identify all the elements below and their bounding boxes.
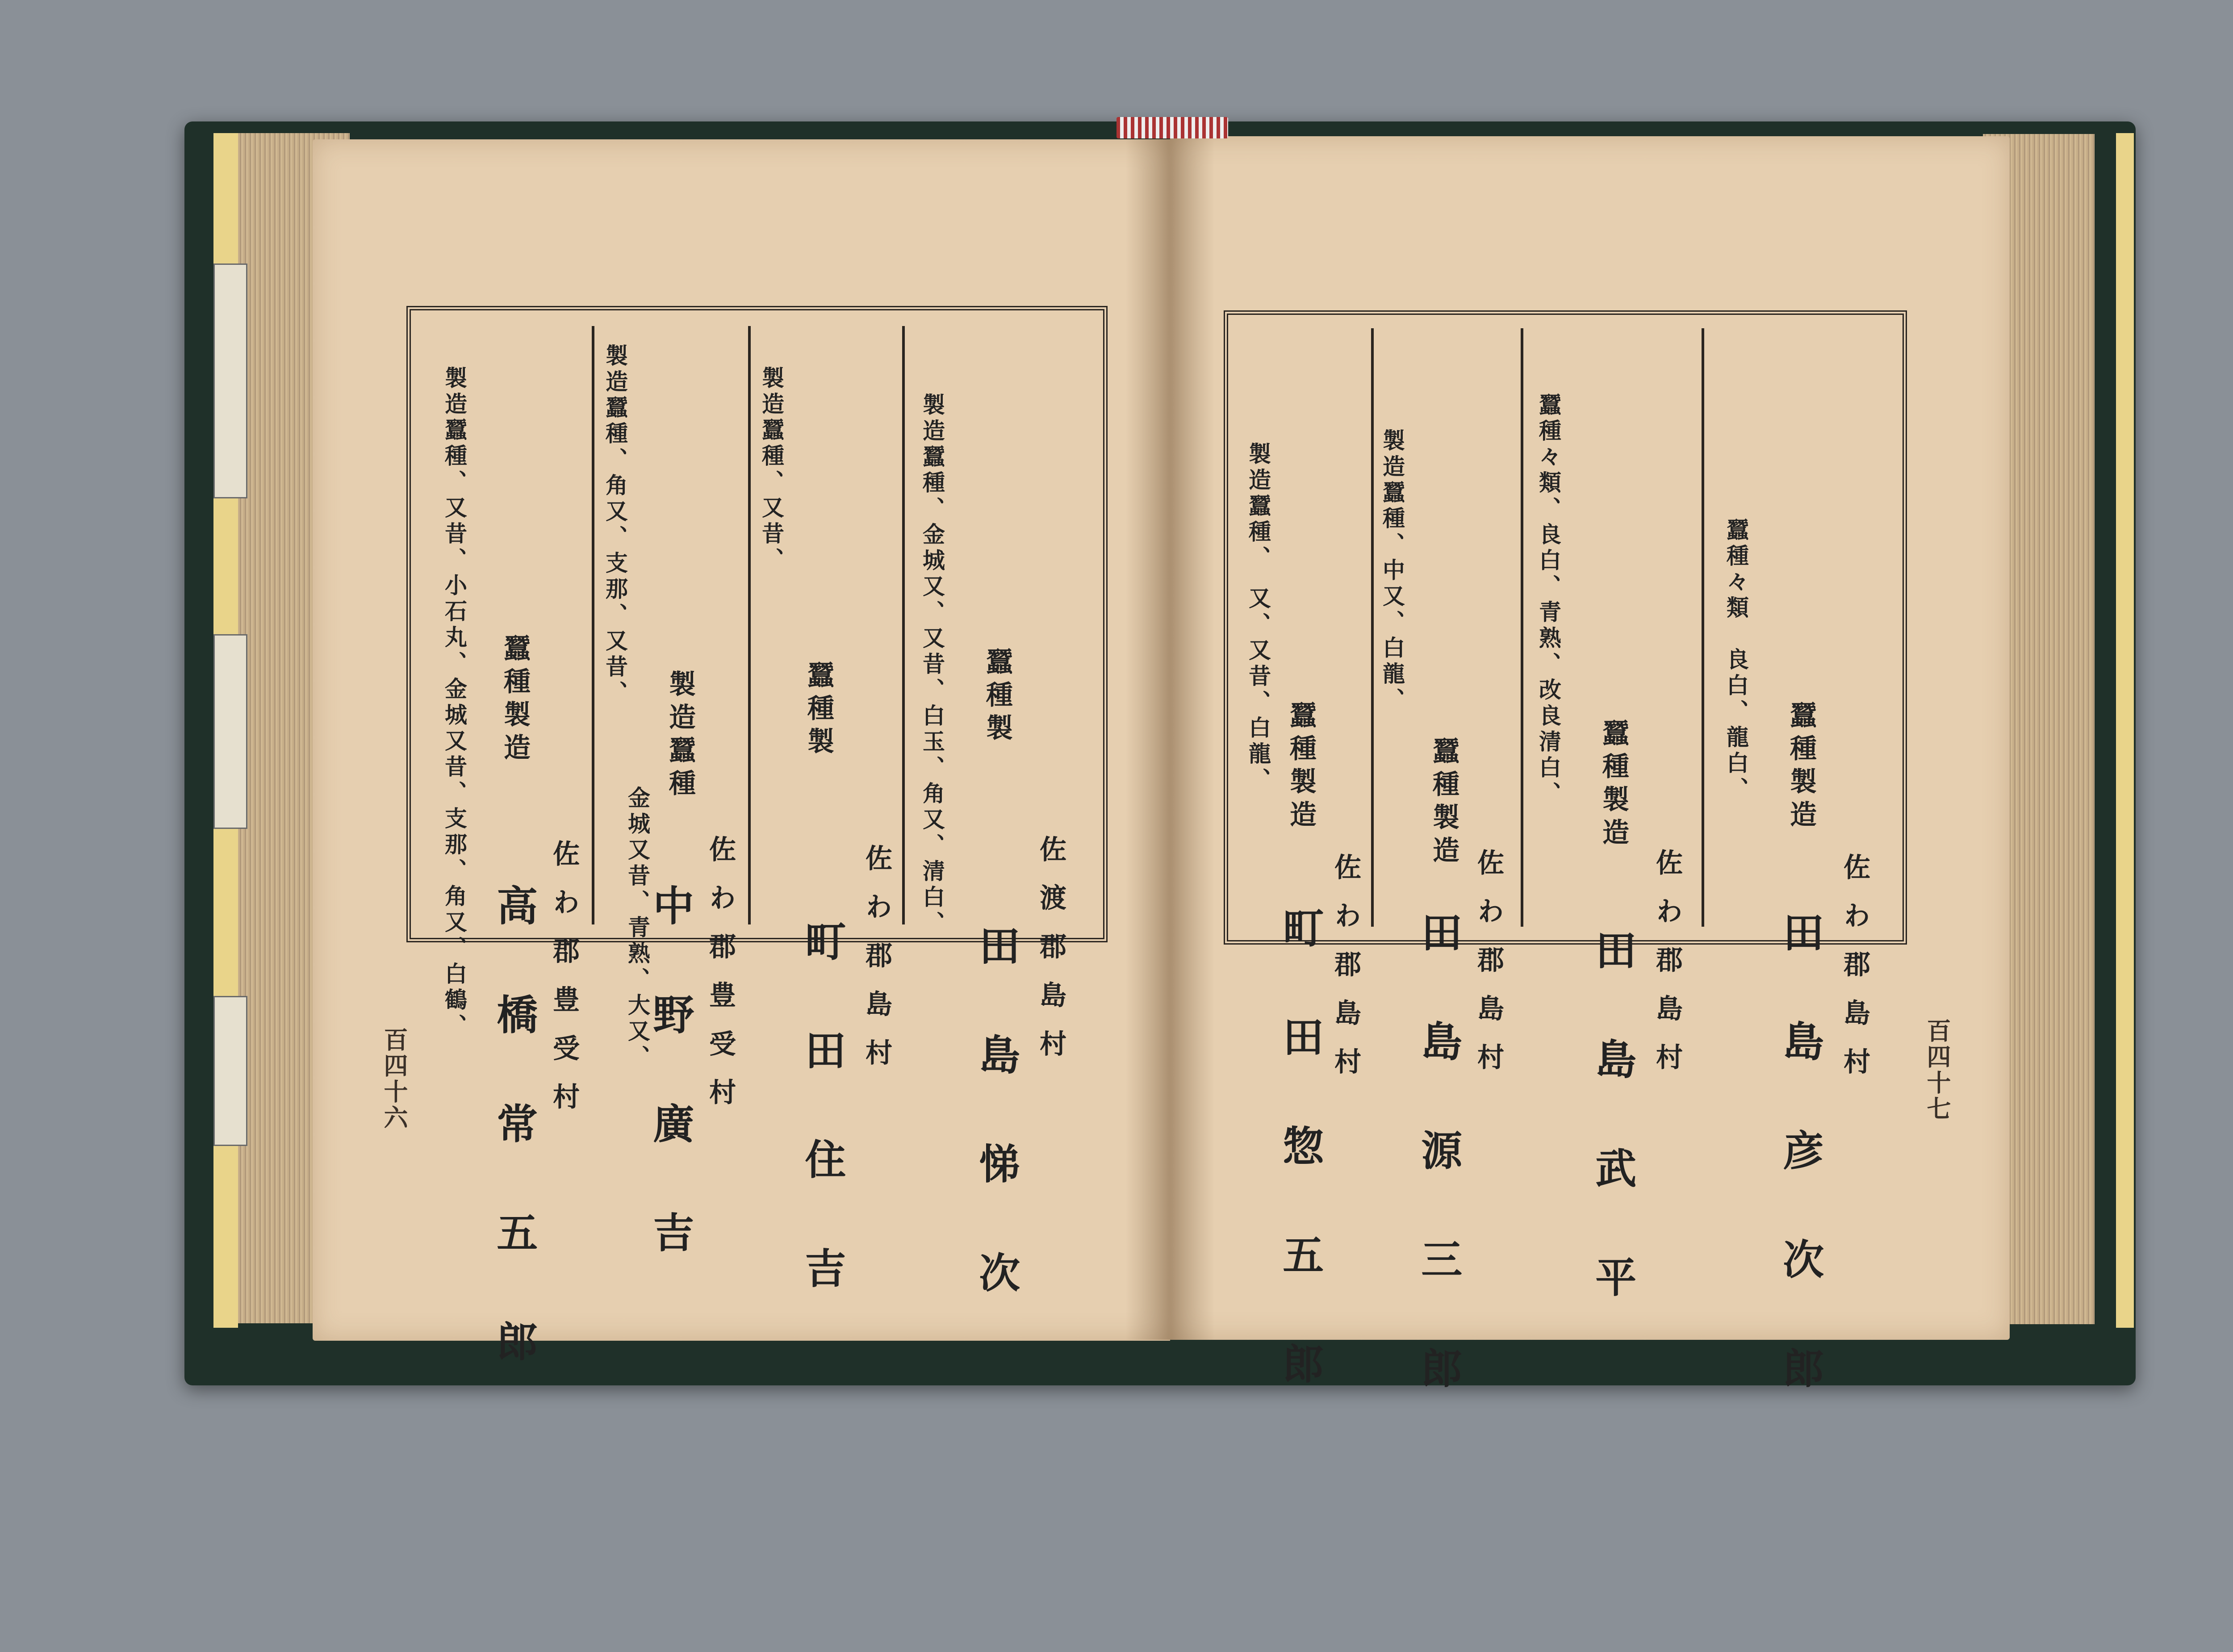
edge-tab-middle	[213, 634, 247, 829]
entry-address: 佐 渡 郡 島 村	[1035, 835, 1066, 1063]
column-divider	[748, 326, 751, 924]
entry-name: 田 島 悌 次	[972, 924, 1021, 1320]
entry-business: 蠶種製造	[499, 634, 531, 766]
entry-products: 製造蠶種、中又、白龍、	[1379, 429, 1405, 714]
entry-name: 田 島 源 三 郎	[1414, 911, 1463, 1415]
entry-name: 町 田 住 吉	[798, 920, 847, 1315]
column-divider	[902, 326, 905, 924]
right-page-frame	[1224, 310, 1907, 945]
entry-address: 佐 わ 郡 豊 受 村	[548, 840, 580, 1116]
entry-name: 田 島 彦 次 郎	[1776, 911, 1825, 1415]
entry-name: 中 野 廣 吉	[646, 884, 695, 1280]
entry-name: 高 橋 常 五 郎	[490, 884, 539, 1389]
column-divider	[1521, 328, 1523, 927]
entry-business: 蠶種製造	[1786, 701, 1817, 833]
entry-business: 蠶種製造	[1285, 701, 1317, 833]
entry-products-line1: 製造蠶種、角又、支那、又昔、	[602, 344, 628, 707]
entry-name: 田 島 武 平	[1589, 929, 1637, 1324]
entry-address: 佐 わ 郡 島 村	[861, 844, 892, 1072]
entry-products: 製造蠶種、 又、又昔、白龍、	[1245, 442, 1271, 794]
column-divider	[1702, 328, 1704, 927]
entry-business: 蠶種製造	[1598, 719, 1629, 851]
entry-business: 蠶種製	[982, 648, 1013, 747]
left-page-frame	[406, 306, 1108, 942]
entry-address: 佐 わ 郡 島 村	[1330, 853, 1361, 1081]
cover-endpaper-right	[2116, 133, 2134, 1328]
entry-products: 蠶種々類、良白、青熟、改良清白、	[1535, 393, 1562, 807]
entry-name: 町 田 惣 五 郎	[1276, 907, 1325, 1411]
entry-address: 佐 わ 郡 豊 受 村	[705, 835, 736, 1112]
entry-products-line2: 金城又昔、青熟、大又、	[624, 786, 651, 1071]
entry-business: 蠶種製	[803, 661, 834, 760]
column-divider	[1371, 328, 1374, 927]
column-divider	[592, 326, 594, 924]
spine-gutter	[1125, 134, 1215, 1340]
page-number: 百四十七	[1923, 1018, 1952, 1122]
entry-address: 佐 わ 郡 島 村	[1652, 849, 1683, 1076]
edge-tab-top	[213, 263, 247, 498]
entry-business: 蠶種製造	[1428, 737, 1459, 869]
entry-products: 製造蠶種、又昔、小石丸、金城又昔、支那、角又、白鶴、	[441, 366, 468, 1040]
entry-products: 製造蠶種、又昔、	[758, 366, 785, 573]
page-number: 百四十六	[380, 1027, 409, 1131]
entry-address: 佐 わ 郡 島 村	[1473, 849, 1504, 1076]
entry-address: 佐 わ 郡 島 村	[1839, 853, 1870, 1081]
entry-products: 製造蠶種、金城又、又昔、白玉、角又、清白、	[919, 393, 945, 937]
entry-products: 蠶種々類 良白、龍白、	[1723, 518, 1749, 803]
edge-tab-bottom	[213, 996, 247, 1146]
headband	[1116, 117, 1228, 138]
entry-business: 製造蠶種	[665, 670, 696, 802]
